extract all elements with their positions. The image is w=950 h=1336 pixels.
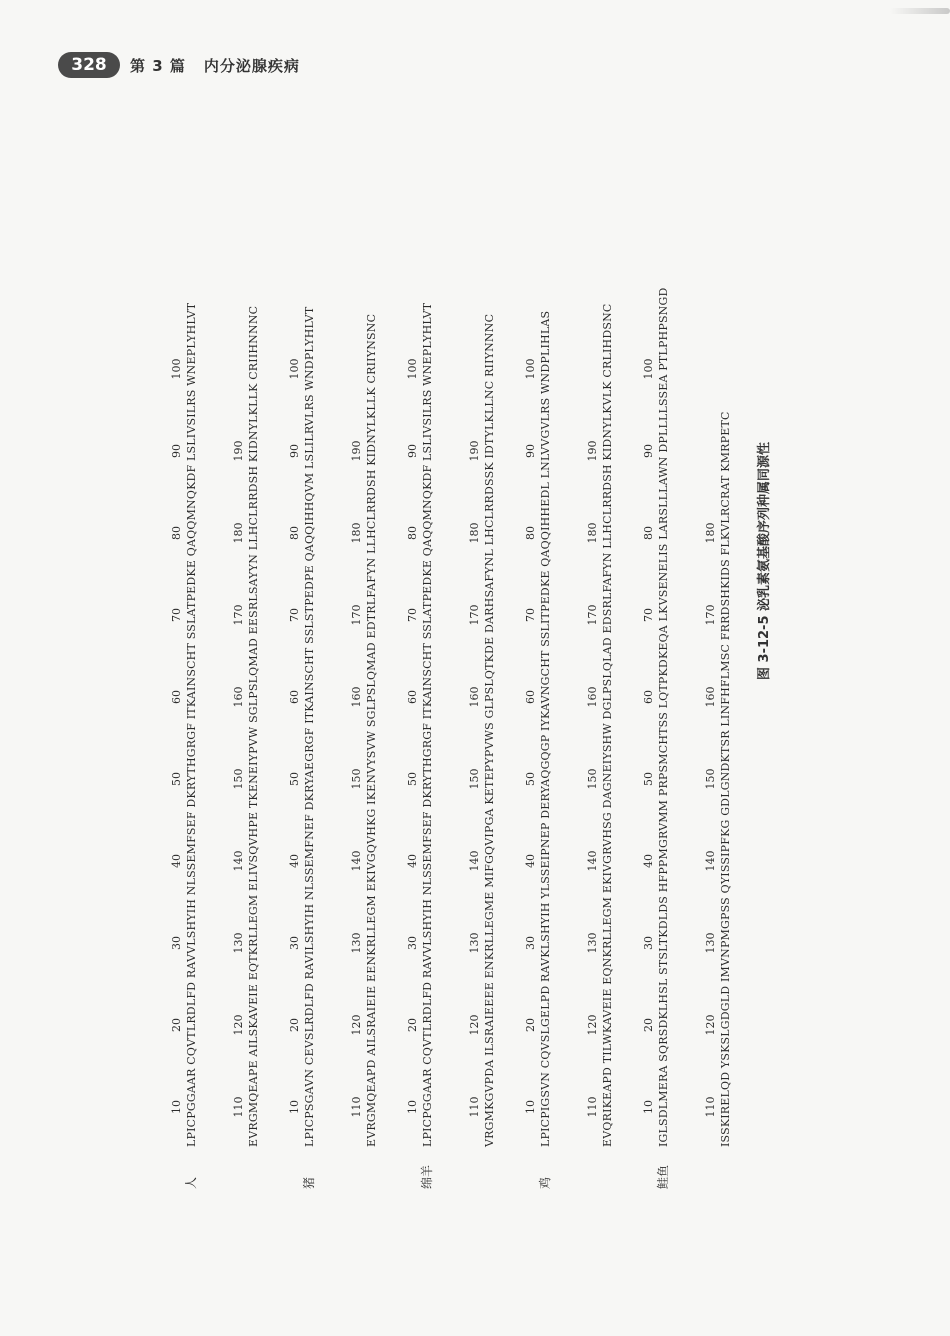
residue-position-number: 170 (232, 604, 245, 626)
residue-position-number: 30 (170, 936, 183, 950)
residue-position-number: 110 (350, 1096, 363, 1118)
residue-position-number: 10 (288, 1100, 301, 1114)
residue-position-number: 160 (704, 686, 717, 708)
residue-position-numbers (524, 227, 538, 1147)
residue-position-number: 90 (642, 444, 655, 458)
residue-position-number: 60 (406, 690, 419, 704)
residue-position-number: 130 (586, 932, 599, 954)
residue-position-number: 40 (406, 854, 419, 868)
residue-position-number: 80 (288, 526, 301, 540)
residue-position-number: 160 (586, 686, 599, 708)
residue-position-number: 20 (642, 1018, 655, 1032)
species-label: 绵羊 (420, 1164, 434, 1189)
amino-acid-sequence: EVRGMQEAPE AILSKAVEIE EQTKRLLEGM ELIVSQVHPE TKENEIYPVW SGLPSLQMAD EESRLSAYYN LLHCLRRDSH KIDNYLKLLK CRIIHNNNC (247, 305, 260, 1147)
residue-position-number: 120 (468, 1014, 481, 1036)
residue-position-number: 30 (288, 936, 301, 950)
residue-position-number: 140 (232, 850, 245, 872)
residue-position-numbers (350, 227, 364, 1147)
residue-position-number: 50 (524, 772, 537, 786)
residue-position-number: 80 (170, 526, 183, 540)
page-number-badge: 328 (58, 52, 120, 78)
residue-position-number: 110 (704, 1096, 717, 1118)
residue-position-number: 30 (524, 936, 537, 950)
residue-position-number: 30 (642, 936, 655, 950)
residue-position-number: 10 (170, 1100, 183, 1114)
page-header (58, 50, 300, 80)
residue-position-number: 100 (406, 358, 419, 380)
residue-position-number: 60 (642, 690, 655, 704)
residue-position-number: 10 (524, 1100, 537, 1114)
amino-acid-sequence: LPICPGGAAR CQVTLRDLFD RAVVLSHYIH NLSSEMFSEF DKRYTHGRGF ITKAINSCHT SSLATPEDKE QAQQMNQKDF LSLIVSILRS WNEPLYHLVT (185, 302, 198, 1147)
residue-position-number: 40 (288, 854, 301, 868)
residue-position-number: 190 (350, 440, 363, 462)
residue-position-number: 60 (524, 690, 537, 704)
residue-position-number: 40 (170, 854, 183, 868)
sequence-line (406, 227, 440, 1147)
residue-position-number: 50 (288, 772, 301, 786)
residue-position-number: 10 (406, 1100, 419, 1114)
residue-position-number: 50 (642, 772, 655, 786)
residue-position-number: 110 (232, 1096, 245, 1118)
residue-position-number: 100 (170, 358, 183, 380)
residue-position-number: 70 (524, 608, 537, 622)
species-label: 人 (184, 1176, 198, 1189)
residue-position-number: 140 (350, 850, 363, 872)
residue-position-number: 120 (704, 1014, 717, 1036)
residue-position-numbers (704, 227, 718, 1147)
residue-position-number: 50 (170, 772, 183, 786)
residue-position-number: 150 (350, 768, 363, 790)
residue-position-number: 100 (524, 358, 537, 380)
residue-position-number: 190 (586, 440, 599, 462)
residue-position-number: 90 (524, 444, 537, 458)
residue-position-number: 70 (170, 608, 183, 622)
sequence-line (642, 227, 676, 1147)
residue-position-number: 150 (232, 768, 245, 790)
residue-position-number: 80 (524, 526, 537, 540)
residue-position-numbers (232, 227, 246, 1147)
residue-position-number: 120 (232, 1014, 245, 1036)
chapter-label: 第 3 篇 (130, 56, 186, 75)
residue-position-number: 110 (586, 1096, 599, 1118)
residue-position-number: 130 (350, 932, 363, 954)
sequence-line (468, 227, 502, 1147)
residue-position-numbers (170, 227, 184, 1147)
residue-position-number: 90 (170, 444, 183, 458)
chapter-topic: 内分泌腺疾病 (203, 56, 300, 75)
residue-position-number: 100 (642, 358, 655, 380)
amino-acid-sequence: IGLSDLMERA SQRSDKLHSL STSLTKDLDS HFPPMGRVMM PRPSMCHTSS LQTPKDKEQA LKVSENELIS LARSLLLAWN DPLLLLSSEA PTLPHPSNGD (657, 287, 670, 1147)
residue-position-number: 80 (642, 526, 655, 540)
residue-position-number: 150 (586, 768, 599, 790)
figure-caption: 图 3-12-5 泌乳素氨基酸序列种属同源性 (757, 441, 772, 680)
residue-position-number: 130 (468, 932, 481, 954)
residue-position-number: 110 (468, 1096, 481, 1118)
residue-position-numbers (586, 227, 600, 1147)
residue-position-number: 20 (406, 1018, 419, 1032)
residue-position-number: 160 (350, 686, 363, 708)
residue-position-number: 170 (704, 604, 717, 626)
residue-position-number: 170 (350, 604, 363, 626)
residue-position-number: 120 (350, 1014, 363, 1036)
amino-acid-sequence: VRGMKGVPDA ILSRAIEEEE ENKRLLEGME MIFGQVIPGA KETEPYPVWS GLPSLQTKDE DARHSAFYNL LHCLRRDSSK IDTYLKLLNC RIIYNNNC (483, 313, 496, 1147)
residue-position-numbers (468, 227, 482, 1147)
residue-position-number: 160 (232, 686, 245, 708)
residue-position-number: 140 (468, 850, 481, 872)
sequence-line (350, 227, 384, 1147)
sequence-line (288, 227, 322, 1147)
residue-position-number: 140 (586, 850, 599, 872)
amino-acid-sequence: ISSKIRELQD YSKSLGDGLD IMVNPMGPSS QYISSIPFKG GDLGNDKTSR LINFHFLMSC FRRDSHKIDS FLKVLRCRAT KMRPETC (719, 411, 732, 1147)
species-label: 鸡 (538, 1176, 552, 1189)
residue-position-number: 70 (406, 608, 419, 622)
amino-acid-sequence: EVQRIKEAPD TILWKAVEIE EQNKRLLEGM EKIVGRVHSG DAGNEIYSHW DGLPSLQLAD EDSRLFAFYN LLHCLRRDSH KIDNYLKVLK CRLIHDSNC (601, 303, 614, 1147)
species-label: 鲑鱼 (656, 1164, 670, 1189)
sequence-line (232, 227, 266, 1147)
amino-acid-sequence: LPICPIGSVN CQVSLGELPD RAVKLSHYIH YLSSEIPNEP DERYAQGQGP IYKAVNGCHT SSLITPEDKE QAQQIHHEDL LNLVVGVLRS WNDPLIHLAS (539, 310, 552, 1147)
residue-position-number: 60 (288, 690, 301, 704)
sequence-line (704, 227, 738, 1147)
residue-position-numbers (642, 227, 656, 1147)
residue-position-numbers (288, 227, 302, 1147)
sequence-line (524, 227, 558, 1147)
residue-position-number: 180 (704, 522, 717, 544)
residue-position-number: 80 (406, 526, 419, 540)
residue-position-number: 180 (586, 522, 599, 544)
residue-position-number: 170 (468, 604, 481, 626)
residue-position-number: 120 (586, 1014, 599, 1036)
residue-position-number: 20 (524, 1018, 537, 1032)
sequence-alignment-figure (170, 205, 770, 1189)
residue-position-number: 60 (170, 690, 183, 704)
residue-position-number: 150 (468, 768, 481, 790)
residue-position-number: 100 (288, 358, 301, 380)
amino-acid-sequence: EVRGMQEAPD AILSRAIEIE EENKRLLEGM EKIVGQVHKG IKENVYSVW SGLPSLQMAD EDTRLFAFYN LLHCLRRDSH KIDNYLKLLK CRIIYNSNC (365, 313, 378, 1147)
residue-position-number: 180 (350, 522, 363, 544)
species-label: 猪 (302, 1176, 316, 1189)
residue-position-number: 40 (642, 854, 655, 868)
amino-acid-sequence: LPICPGGAAR CQVTLRDLFD RAVVLSHYIH NLSSEMFSEF DKRYTHGRGF ITKAINSCHT SSLATPEDKE QAQQMNQKDF LSLIVSILRS WNEPLYHLVT (421, 302, 434, 1147)
sequence-line (170, 227, 204, 1147)
residue-position-number: 160 (468, 686, 481, 708)
residue-position-number: 70 (642, 608, 655, 622)
residue-position-numbers (406, 227, 420, 1147)
residue-position-number: 90 (288, 444, 301, 458)
residue-position-number: 20 (288, 1018, 301, 1032)
residue-position-number: 70 (288, 608, 301, 622)
residue-position-number: 20 (170, 1018, 183, 1032)
residue-position-number: 190 (232, 440, 245, 462)
residue-position-number: 180 (468, 522, 481, 544)
scan-edge-mark (890, 8, 950, 14)
residue-position-number: 90 (406, 444, 419, 458)
residue-position-number: 170 (586, 604, 599, 626)
sequence-line (586, 227, 620, 1147)
residue-position-number: 10 (642, 1100, 655, 1114)
residue-position-number: 180 (232, 522, 245, 544)
residue-position-number: 130 (232, 932, 245, 954)
residue-position-number: 140 (704, 850, 717, 872)
residue-position-number: 50 (406, 772, 419, 786)
residue-position-number: 30 (406, 936, 419, 950)
amino-acid-sequence: LPICPSGAVN CEVSLRDLFD RAVILSHYIH NLSSEMFNEF DKRYAEGRGF ITKAINSCHT SSLSTPEDPE QAQQIHHQVM LSLILRVLRS WNDPLYHLVT (303, 306, 316, 1147)
residue-position-number: 150 (704, 768, 717, 790)
chapter-title (130, 55, 300, 76)
residue-position-number: 190 (468, 440, 481, 462)
residue-position-number: 40 (524, 854, 537, 868)
residue-position-number: 130 (704, 932, 717, 954)
